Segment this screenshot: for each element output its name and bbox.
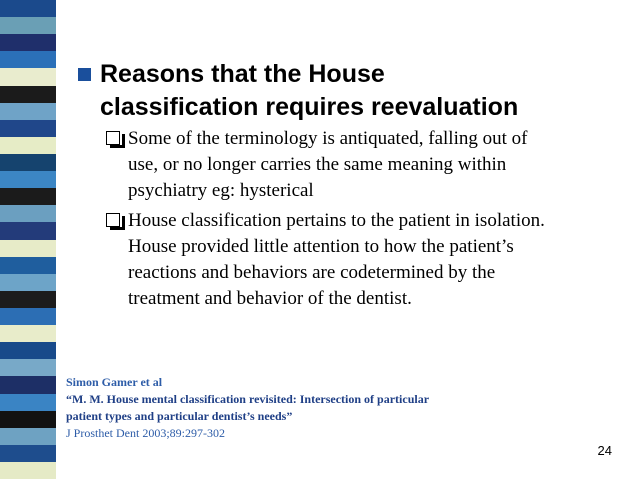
stripe-segment (0, 17, 56, 34)
stripe-segment (0, 325, 56, 342)
stripe-segment (0, 462, 56, 479)
stripe-segment (0, 240, 56, 257)
heading-line-2: classification requires reevaluation (100, 93, 519, 121)
bullet-line: Some of the terminology is antiquated, falling out of (128, 128, 528, 149)
stripe-segment (0, 445, 56, 462)
stripe-segment (0, 359, 56, 376)
citation (66, 374, 536, 442)
stripe-segment (0, 171, 56, 188)
bullet-line: reactions and behaviors are codetermined by the (128, 262, 496, 283)
checkbox-icon (106, 211, 125, 230)
citation-author: Simon Gamer et al (66, 375, 163, 389)
square-bullet-icon (78, 68, 91, 81)
stripe-segment (0, 342, 56, 359)
stripe-segment (0, 86, 56, 103)
stripe-segment (0, 394, 56, 411)
checkbox-icon (106, 129, 125, 148)
stripe-segment (0, 291, 56, 308)
heading-line-1: Reasons that the House (100, 60, 385, 88)
sub-bullet-text (128, 208, 626, 312)
bullet-line: use, or no longer carries the same meaning within (128, 154, 507, 175)
stripe-segment (0, 51, 56, 68)
stripe-segment (0, 428, 56, 445)
stripe-segment (0, 205, 56, 222)
stripe-segment (0, 34, 56, 51)
stripe-segment (0, 68, 56, 85)
stripe-segment (0, 222, 56, 239)
heading-text (100, 58, 620, 124)
stripe-segment (0, 411, 56, 428)
sub-bullet-isolation (106, 208, 626, 312)
stripe-segment (0, 308, 56, 325)
bullet-line: psychiatry eg: hysterical (128, 180, 314, 201)
stripe-segment (0, 188, 56, 205)
sub-bullet-text (128, 126, 626, 204)
citation-title-line-1: “M. M. House mental classification revisited: Intersection of particular (66, 392, 430, 406)
stripe-segment (0, 120, 56, 137)
citation-title-line-2: patient types and particular dentist’s needs” (66, 409, 293, 423)
page-number: 24 (597, 443, 612, 458)
stripe-segment (0, 376, 56, 393)
decorative-stripe (0, 0, 56, 479)
stripe-segment (0, 137, 56, 154)
citation-journal: J Prosthet Dent 2003;89:297-302 (66, 426, 225, 440)
stripe-segment (0, 274, 56, 291)
stripe-segment (0, 0, 56, 17)
sub-bullet-terminology (106, 126, 626, 204)
stripe-segment (0, 103, 56, 120)
stripe-segment (0, 154, 56, 171)
bullet-line: treatment and behavior of the dentist. (128, 288, 412, 309)
bullet-line: House provided little attention to how the patient’s (128, 236, 514, 257)
bullet-line: House classification pertains to the patient in isolation. (128, 210, 545, 231)
stripe-segment (0, 257, 56, 274)
